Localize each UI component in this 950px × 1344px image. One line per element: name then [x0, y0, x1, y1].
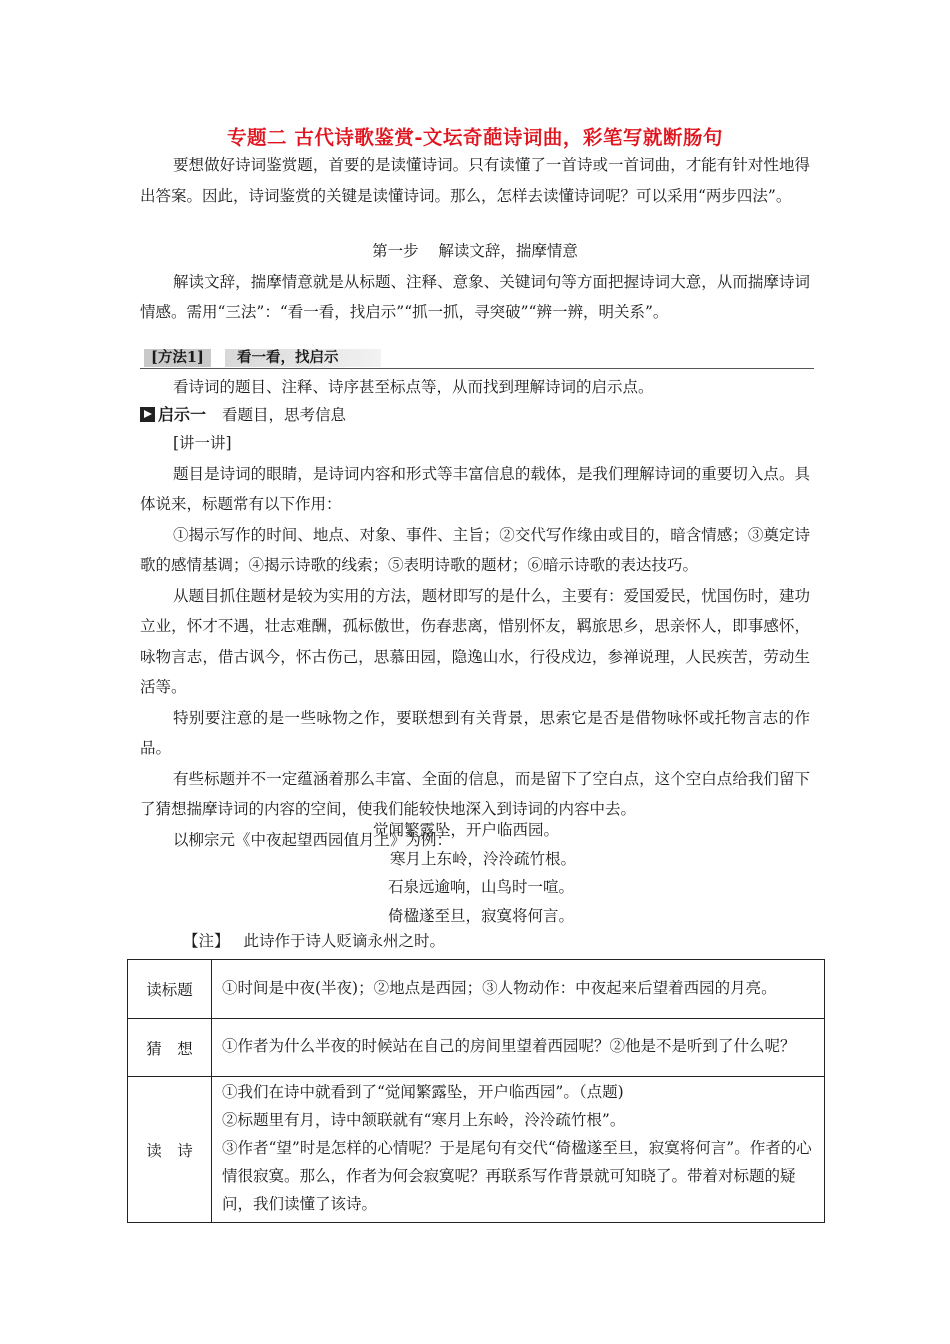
table-row [128, 1019, 825, 1077]
row-line: ①作者为什么半夜的时候站在自己的房间里望着西园呢？②他是不是听到了什么呢？ [222, 1037, 796, 1055]
hint1-label: 启示一 [158, 405, 207, 424]
play-triangle-icon [140, 407, 155, 422]
body-paragraph: 有些标题并不一定蕴涵着那么丰富、全面的信息，而是留下了空白点，这个空白点给我们留下了猜想揣摩诗词的内容的空间，使我们能较快地深入到诗词的内容中去。 [140, 769, 810, 818]
lecture-block [140, 428, 810, 855]
row-line: ③作者“望”时是怎样的心情呢？于是尾句有交代“倚楹遂至旦，寂寞将何言”。作者的心情很寂寞。那么，作者为何会寂寞呢？再联系写作背景就可知晓了。带着对标题的疑问，我们读懂了该诗。 [222, 1139, 812, 1213]
method1-tag: [方法1] [144, 349, 211, 367]
hint1-text: 看题目，思考信息 [222, 406, 347, 424]
intro-block [140, 150, 810, 211]
row-line: ②标题里有月，诗中颔联就有“寒月上东岭，泠泠疏竹根”。 [222, 1111, 626, 1129]
intro-paragraph: 要想做好诗词鉴赏题，首要的是读懂诗词。只有读懂了一首诗或一首词曲，才能有针对性地得出答案。因此，诗词鉴赏的关键是读懂诗词。那么，怎样去读懂诗词呢？可以采用“两步四法”。 [140, 156, 810, 205]
hint1-line [140, 403, 346, 427]
method1-title: 看一看，找启示 [225, 349, 381, 367]
row-header: 读 诗 [128, 1077, 212, 1223]
step1-description: 解读文辞，揣摩情意就是从标题、注释、意象、关键词句等方面把握诗词大意，从而揣摩诗词情感。需用“三法”：“看一看，找启示”“抓一抓，寻突破”“辨一辨，明关系”。 [140, 272, 810, 321]
row-line: ①我们在诗中就看到了“觉闻繁露坠，开户临西园”。（点题) [222, 1083, 624, 1101]
lecture-label: [讲一讲] [173, 434, 232, 452]
table-row [128, 1077, 825, 1223]
row-header: 猜 想 [128, 1019, 212, 1077]
method1-desc-block [140, 372, 810, 403]
row-header: 读标题 [128, 960, 212, 1019]
row-line: ①时间是中夜(半夜)；②地点是西园；③人物动作：中夜起来后望着西园的月亮。 [222, 978, 777, 997]
note-text: 此诗作于诗人贬谪永州之时。 [243, 932, 446, 950]
body-paragraph: 从题目抓住题材是较为实用的方法，题材即写的是什么，主要有：爱国爱民，忧国伤时，建功立业，怀才不遇，壮志难酬，孤标傲世，伤春悲离，惜别怀友，羁旅思乡，思亲怀人，即事感怀，咏物言志，借古讽今，怀古伤己，思慕田园，隐逸山水，行役戍边，参禅说理，人民疾苦，劳动生活等。 [140, 586, 810, 696]
note-label: 【注】 [183, 932, 230, 950]
method1-description: 看诗词的题目、注释、诗序甚至标点等，从而找到理解诗词的启示点。 [173, 378, 654, 396]
poem-line: 寒月上东岭，泠泠疏竹根。 [390, 849, 577, 868]
step1-block [140, 236, 810, 328]
poem-note [183, 929, 445, 951]
page-title: 专题二 古代诗歌鉴赏-文坛奇葩诗词曲，彩笔写就断肠句 [227, 126, 723, 149]
row-content [212, 1019, 825, 1077]
body-paragraph: 题目是诗词的眼睛，是诗词内容和形式等丰富信息的载体，是我们理解诗词的重要切入点。具体说来，标题常有以下作用： [140, 464, 810, 513]
poem-line: 觉闻繁露坠，开户临西园。 [373, 821, 560, 839]
analysis-table [127, 959, 825, 1223]
body-paragraph: ①揭示写作的时间、地点、对象、事件、主旨；②交代写作缘由或目的，暗含情感；③奠定诗歌的感情基调；④揭示诗歌的线索；⑤表明诗歌的题材；⑥暗示诗歌的表达技巧。 [140, 525, 810, 574]
table-row [128, 960, 825, 1019]
step1-heading: 第一步 解读文辞，揣摩情意 [372, 242, 578, 260]
method1-banner [140, 348, 814, 369]
poem-line: 石泉远逾响，山鸟时一喧。 [388, 878, 575, 896]
row-content [212, 1077, 825, 1223]
row-content [212, 960, 825, 1019]
poem-line: 倚楹遂至旦，寂寞将何言。 [388, 906, 575, 925]
body-paragraph: 以柳宗元《中夜起望西园值月上》为例： [173, 830, 453, 849]
poem-block [0, 816, 950, 930]
body-paragraph: 特别要注意的是一些咏物之作，要联想到有关背景，思索它是否是借物咏怀或托物言志的作品。 [140, 708, 810, 757]
